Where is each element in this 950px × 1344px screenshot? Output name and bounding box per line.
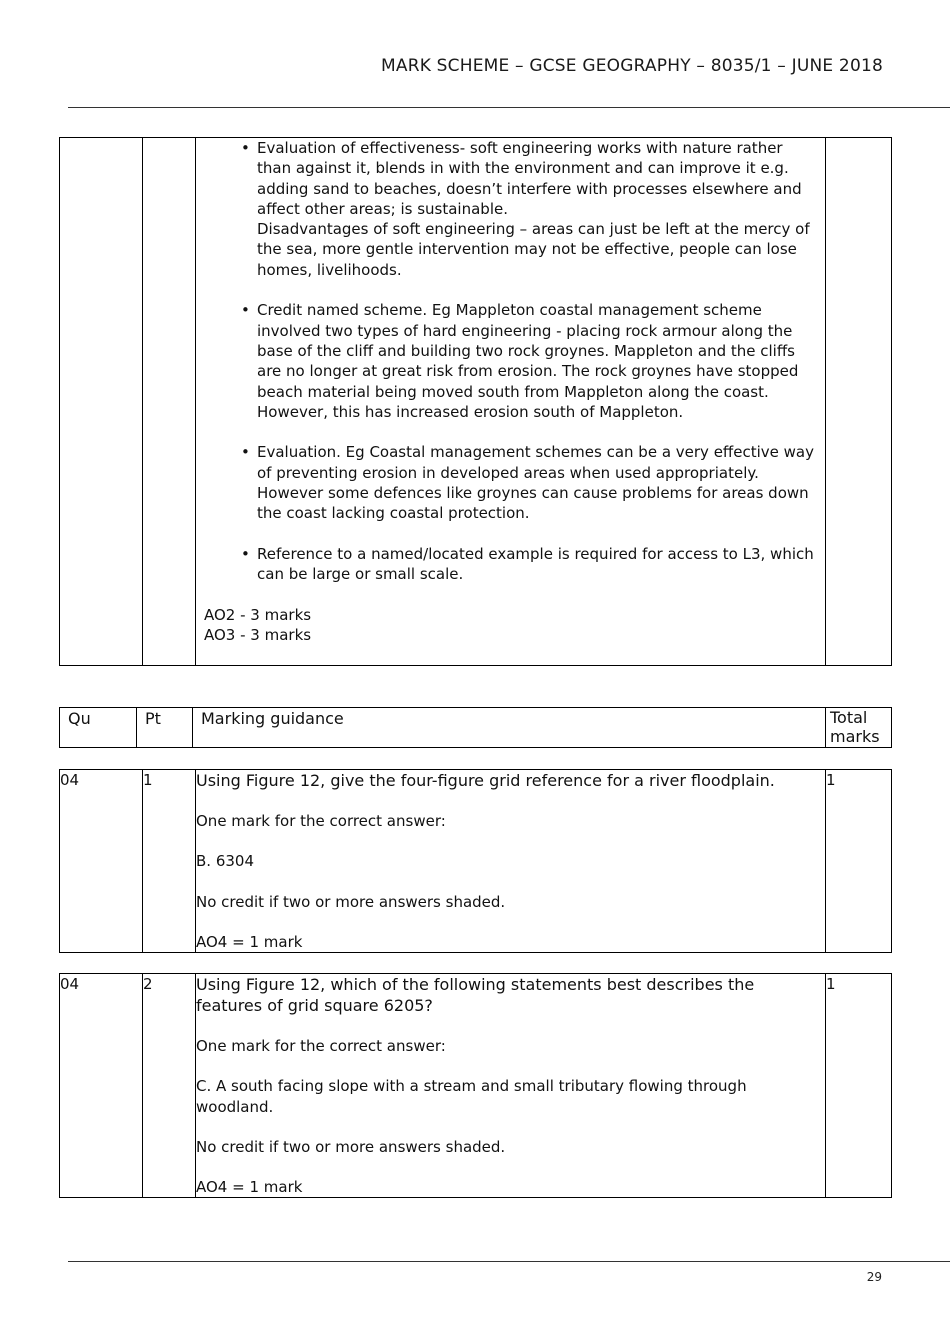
question-04-2-table	[59, 973, 892, 1198]
instruction-text: One mark for the correct answer:	[196, 1037, 446, 1055]
list-item	[212, 138, 817, 280]
question-guidance	[196, 770, 826, 953]
question-text: Using Figure 12, which of the following statements best describes the features of grid square 6205?	[196, 975, 755, 1015]
answer-text: C. A south facing slope with a stream and small tributary flowing through woodland.	[196, 1077, 747, 1116]
question-number: 04	[60, 974, 143, 1198]
col-header-pt: Pt	[137, 708, 193, 748]
col-header-total	[826, 708, 892, 748]
bullet-text: Credit named scheme. Eg Mappleton coastal management scheme involved two types of hard engineering - placing rock armour along the base of the cliff and building two rock groynes. Mappleton and the cliffs are no longer at great risk from erosion. The rock groynes have stopped beach material being moved south from Mappleton along the coast. However, this has increased erosion south of Mappleton.	[257, 301, 799, 421]
col-header-qu: Qu	[60, 708, 137, 748]
question-text: Using Figure 12, give the four-figure grid reference for a river floodplain.	[196, 771, 775, 790]
answer-text: B. 6304	[196, 852, 255, 871]
question-marks: 1	[826, 974, 892, 1198]
question-number: 04	[60, 770, 143, 953]
question-part: 2	[143, 974, 196, 1198]
list-item	[212, 544, 817, 585]
pt-cell	[143, 138, 196, 666]
col-header-guidance: Marking guidance	[193, 708, 826, 748]
ao-text: AO4 = 1 mark	[196, 1178, 303, 1197]
table-row	[60, 770, 892, 953]
header-title: MARK SCHEME – GCSE GEOGRAPHY – 8035/1 – JUNE 2018	[381, 56, 883, 76]
marks-label: marks	[830, 727, 880, 746]
footer-rule	[68, 1261, 950, 1262]
table-row	[60, 974, 892, 1198]
note-text: No credit if two or more answers shaded.	[196, 1137, 506, 1156]
instruction-text: One mark for the correct answer:	[196, 812, 446, 830]
guidance-cell	[196, 138, 826, 666]
total-label: Total	[830, 708, 868, 727]
header-rule	[68, 107, 950, 108]
guidance-content	[204, 138, 817, 645]
bullet-text-extra: Disadvantages of soft engineering – areas can just be left at the mercy of the sea, more gentle intervention may not be effective, people can lose homes, livelihoods.	[257, 220, 810, 279]
question-part: 1	[143, 770, 196, 953]
page-number: 29	[866, 1270, 882, 1284]
table-header-row	[60, 708, 892, 748]
list-item	[212, 300, 817, 422]
table-row	[60, 138, 892, 666]
question-guidance	[196, 974, 826, 1198]
bullet-list	[204, 138, 817, 585]
note-text: No credit if two or more answers shaded.	[196, 892, 506, 911]
question-marks: 1	[826, 770, 892, 953]
bullet-text: • Evaluation of effectiveness- soft engineering works with nature rather than against it, blends in with the environment and can improve it e.g. adding sand to beaches, doesn’t interfere with processes elsewhere and affect other areas; is sustainable.	[257, 139, 802, 218]
ao3-line: AO3 - 3 marks	[204, 626, 312, 645]
column-header-table	[59, 707, 892, 748]
ao2-line: AO2 - 3 marks	[204, 605, 312, 624]
continuation-table	[59, 137, 892, 666]
bullet-text: Reference to a named/located example is required for access to L3, which can be large or small scale.	[257, 544, 814, 584]
qu-cell	[60, 138, 143, 666]
bullet-text: Evaluation. Eg Coastal management schemes can be a very effective way of preventing erosion in developed areas when used appropriately. However some defences like groynes can cause problems for areas down the coast lacking coastal protection.	[257, 443, 814, 523]
list-item	[212, 442, 817, 523]
marks-cell	[826, 138, 892, 666]
question-04-1-table	[59, 769, 892, 953]
ao-text: AO4 = 1 mark	[196, 932, 303, 951]
